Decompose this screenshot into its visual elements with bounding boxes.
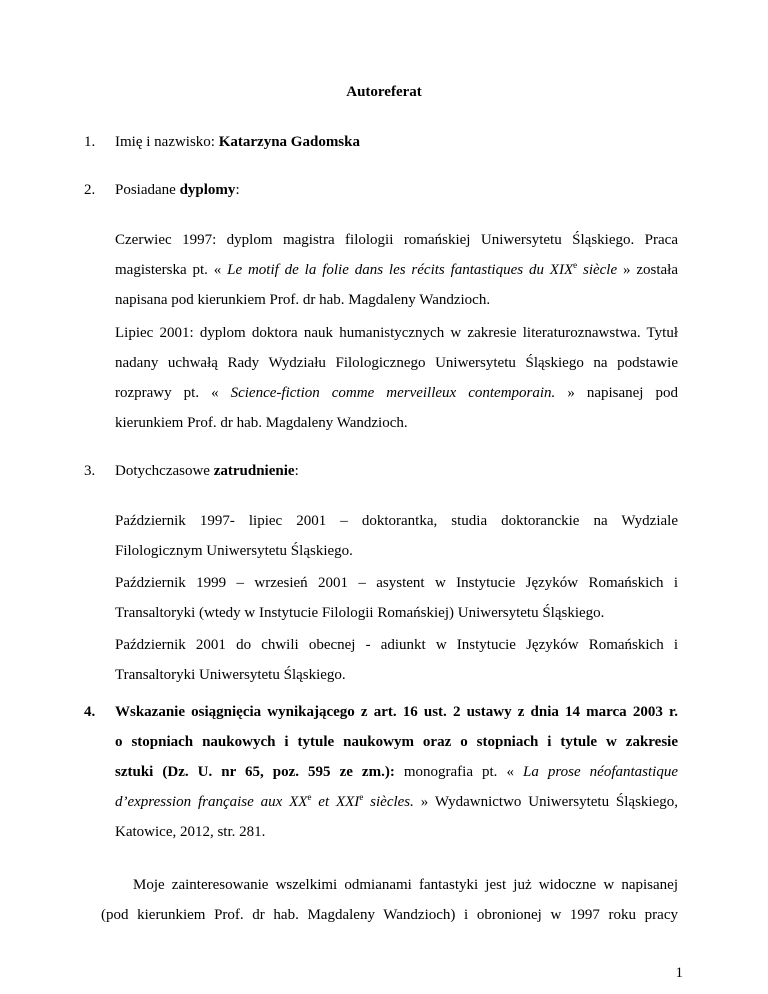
text-run: monografia pt. « [394, 764, 523, 780]
italic-title: d’expression française aux XX [115, 794, 308, 810]
italic-title: La prose néofantastique [522, 764, 678, 780]
italic-title: siècle [577, 262, 618, 278]
section-1-name-value: Katarzyna Gadomska [218, 134, 360, 150]
bold-run: sztuki (Dz. U. nr 65, poz. 595 ze zm.): [115, 764, 395, 780]
body-paragraph [101, 870, 678, 930]
section-2-label-end: : [235, 182, 240, 198]
text-run: » napisanej pod [555, 385, 678, 401]
paragraph-line: o stopniach naukowych i tytule naukowym oraz o stopniach i tytule w zakresie [115, 734, 678, 750]
text-run: » Wydawnictwo Uniwersytetu Śląskiego, [413, 794, 679, 810]
italic-title: et XXI [311, 794, 360, 810]
paragraph-line: Październik 1997- lipiec 2001 – doktorantka, studia doktoranckie na Wydziale [115, 513, 678, 529]
paragraph-line [115, 255, 678, 285]
section-2-number: 2. [84, 182, 96, 198]
section-4-body [115, 697, 678, 847]
section-3-heading [84, 461, 299, 481]
section-2-heading [84, 180, 240, 200]
text-run: magisterska pt. « [115, 262, 228, 278]
paragraph-line [115, 757, 678, 787]
paragraph-line: Transaltoryki Uniwersytetu Śląskiego. [115, 667, 346, 683]
paragraph-line: Październik 2001 do chwili obecnej - adiunkt w Instytucie Języków Romańskich i [115, 637, 678, 653]
paragraph-line: Katowice, 2012, str. 281. [115, 824, 266, 840]
employment-paragraph-2 [115, 568, 678, 628]
section-2-label: Posiadane [115, 182, 180, 198]
paragraph-line: napisana pod kierunkiem Prof. dr hab. Magdaleny Wandzioch. [115, 292, 491, 308]
italic-title: Le motif de la folie dans les récits fantastiques du XIX [227, 262, 574, 278]
text-run: » została [617, 262, 678, 278]
diploma-doctorate-paragraph [115, 318, 678, 438]
section-1-number: 1. [84, 134, 96, 150]
employment-paragraph-3 [115, 630, 678, 690]
paragraph-line: nadany uchwałą Rady Wydziału Filologicznego Uniwersytetu Śląskiego na podstawie [115, 355, 678, 371]
employment-paragraph-1 [115, 506, 678, 566]
section-3-label-end: : [294, 463, 299, 479]
section-3-label: Dotychczasowe [115, 463, 214, 479]
section-3-number: 3. [84, 463, 96, 479]
paragraph-line: Transaltoryki (wtedy w Instytucie Filologii Romańskiej) Uniwersytetu Śląskiego. [115, 605, 605, 621]
section-3-label-bold: zatrudnienie [213, 463, 295, 479]
paragraph-line: kierunkiem Prof. dr hab. Magdaleny Wandzioch. [115, 415, 408, 431]
section-4-number: 4. [84, 704, 96, 720]
superscript: e [573, 260, 578, 270]
paragraph-line: Moje zainteresowanie wszelkimi odmianami fantastyki jest już widoczne w napisanej [133, 877, 678, 893]
paragraph-line: (pod kierunkiem Prof. dr hab. Magdaleny Wandzioch) i obronionej w 1997 roku pracy [101, 907, 678, 923]
page-number: 1 [675, 965, 683, 981]
paragraph-line: Czerwiec 1997: dyplom magistra filologii romańskiej Uniwersytetu Śląskiego. Praca [115, 232, 678, 248]
superscript: e [359, 792, 364, 802]
superscript: e [307, 792, 312, 802]
page-title: Autoreferat [346, 84, 422, 100]
paragraph-line [115, 378, 678, 408]
paragraph-line: Lipiec 2001: dyplom doktora nauk humanistycznych w zakresie literaturoznawstwa. Tytuł [115, 325, 678, 341]
italic-title: Science-fiction comme merveilleux contemporain. [230, 385, 556, 401]
paragraph-line [115, 787, 678, 817]
section-1-label: Imię i nazwisko: [115, 134, 219, 150]
paragraph-line: Październik 1999 – wrzesień 2001 – asystent w Instytucie Języków Romańskich i [115, 575, 678, 591]
paragraph-line: Filologicznym Uniwersytetu Śląskiego. [115, 543, 353, 559]
text-run: rozprawy pt. « [115, 385, 231, 401]
section-2-label-bold: dyplomy [179, 182, 236, 198]
diploma-masters-paragraph [115, 225, 678, 315]
paragraph-line: Wskazanie osiągnięcia wynikającego z art. 16 ust. 2 ustawy z dnia 14 marca 2003 r. [115, 704, 678, 720]
section-1-heading [84, 132, 360, 152]
italic-title: siècles. [363, 794, 414, 810]
